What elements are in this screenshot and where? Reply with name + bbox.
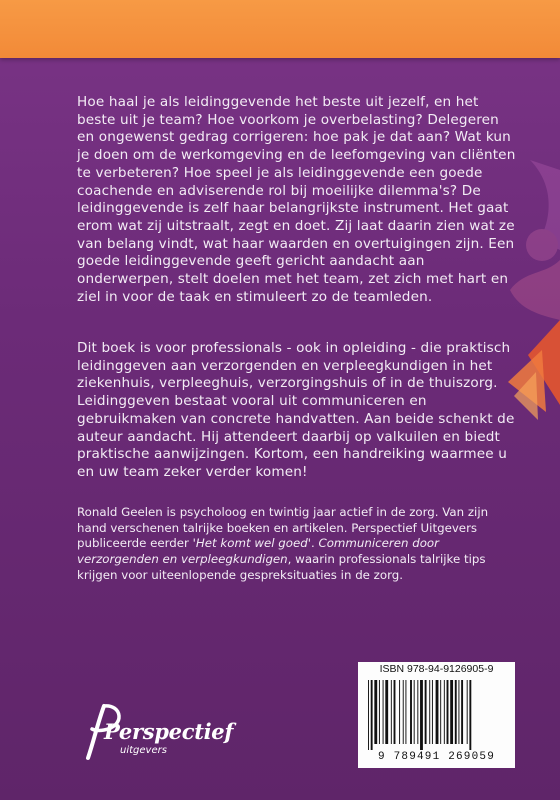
barcode-bar	[436, 680, 439, 744]
author-bio-outro: , waarin professionals talrijke tips krijgen voor uiteenlopende gespreksituaties in de zorg.	[77, 552, 486, 582]
book-title-2: Communiceren door verzorgenden en verpleegkundigen	[77, 536, 439, 567]
barcode	[366, 680, 507, 750]
barcode-bar	[420, 680, 423, 750]
barcode-bar	[467, 680, 468, 744]
barcode-bar	[450, 680, 453, 744]
isbn-barcode-box	[358, 662, 515, 768]
barcode-bar	[403, 680, 404, 744]
barcode-bar	[458, 680, 459, 744]
barcode-digits: 9 789491 269059	[377, 751, 496, 763]
barcode-bar	[429, 680, 430, 744]
barcode-bar	[399, 680, 400, 744]
author-bio	[77, 505, 517, 584]
barcode-bar	[440, 680, 441, 744]
barcode-bar	[391, 680, 392, 744]
barcode-bar	[410, 680, 412, 744]
barcode-bar	[394, 680, 396, 744]
publisher-logo	[74, 700, 234, 770]
publisher-name: Perspectief	[104, 719, 234, 744]
barcode-bar	[417, 680, 418, 744]
barcode-bar	[469, 680, 471, 750]
blurb-paragraph-1: Hoe haal je als leidinggevende het beste uit jezelf, en het beste uit je team? Hoe voorkom je overbelasting? Delegeren en ongewenst gedrag corrigeren: hoe pak je dat aan? Wat kun je doen om de werkomgeving en de leefomgeving van cliënten te verbeteren? Hoe speel je als leidinggevende een goede coachende en adviserende rol bij moeilijke dilemma's? De leidinggevende is zelf haar belangrijkste instrument. Het gaat erom wat zij uitstraalt, zegt en doet. Zij laat daarin zien wat ze van belang vindt, wat haar waarden en overtuigingen zijn. Een goede leidinggevende geeft gericht aandacht aan onderwerpen, stelt doelen met het team, zet zich met hart en ziel in voor de taak en stimuleert zo de teamleden.	[77, 94, 516, 305]
barcode-bar	[444, 680, 445, 744]
barcode-bar	[385, 680, 388, 744]
barcode-bar	[371, 680, 373, 750]
author-bio-separator: .	[310, 536, 319, 551]
book-title-1: 'Het komt wel goed'	[192, 536, 311, 551]
barcode-bar	[405, 680, 406, 744]
barcode-bar	[379, 680, 380, 744]
barcode-bar	[383, 680, 384, 744]
author-bio-intro: Ronald Geelen is psycholoog en twintig jaar actief in de zorg. Van zijn hand verschenen talrijke boeken en artikelen. Perspectief Uitgevers publiceerde eerder	[77, 505, 489, 551]
barcode-bar	[374, 680, 377, 744]
barcode-bar	[447, 680, 449, 744]
barcode-bar	[461, 680, 463, 744]
publisher-subtitle: uitgevers	[120, 745, 167, 756]
orange-top-band	[0, 0, 560, 58]
barcode-bar	[432, 680, 433, 744]
barcode-bar	[368, 680, 369, 750]
barcode-bar	[425, 680, 427, 744]
blurb-paragraph-2: Dit boek is voor professionals - ook in opleiding - die praktisch leidinggeven aan verzorgenden en verpleegkundigen in het ziekenhuis, verpleeghuis, verzorgingshuis of in de thuiszorg. Leidinggeven bestaat vooral uit communiceren en gebruikmaken van concrete handvatten. Aan beide schenkt de auteur aandacht. Hij attendeert daarbij op valkuilen en biedt praktische aanwijzingen. Kortom, een handreiking waarmee u en uw team zeker verder komen!	[77, 340, 515, 480]
barcode-bar	[414, 680, 415, 744]
barcode-bar	[455, 680, 457, 744]
isbn-label: ISBN 978-94-9126905-9	[379, 663, 494, 675]
